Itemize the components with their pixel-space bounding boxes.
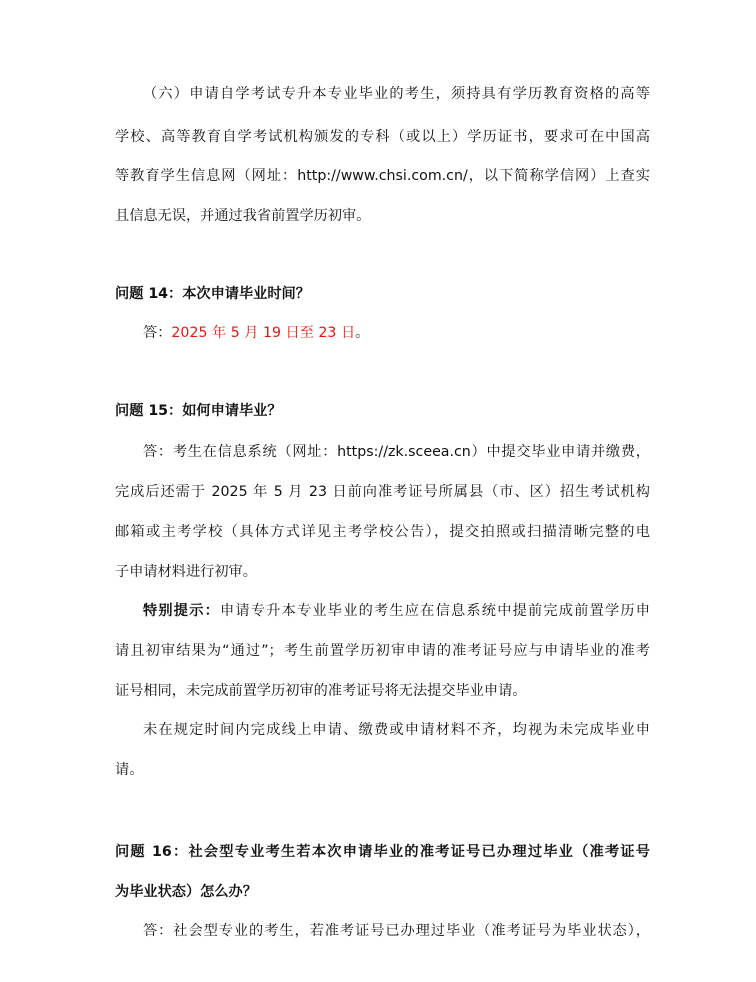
paragraph-6-line-4: 且信息无误，并通过我省前置学历初审。: [115, 208, 371, 224]
question-14-heading: 问题 14：本次申请毕业时间？: [115, 286, 310, 302]
question-16-heading-line-1: 问题 16：社会型专业考生若本次申请毕业的准考证号已办理过毕业（准考证号: [115, 844, 650, 860]
special-note-line-2: 请且初审结果为“通过”；考生前置学历初审申请的准考证号应与申请毕业的准考: [115, 643, 650, 659]
warning-line-2: 请。: [115, 762, 144, 778]
question-16-answer-line-1: 答：社会型专业的考生，若准考证号已办理过毕业（准考证号为毕业状态），: [143, 923, 650, 939]
warning-line-1: 未在规定时间内完成线上申请、缴费或申请材料不齐，均视为未完成毕业申: [143, 722, 650, 738]
question-15-answer-line-4: 子申请材料进行初审。: [115, 564, 257, 580]
answer-prefix: 答：: [143, 325, 172, 341]
special-note-label: 特别提示：: [143, 603, 220, 619]
special-note-text: 申请专升本专业毕业的考生应在信息系统中提前完成前置学历申: [220, 603, 650, 619]
question-15-heading: 问题 15：如何申请毕业？: [115, 403, 282, 419]
question-16-heading-line-2: 为毕业状态）怎么办？: [115, 884, 257, 900]
paragraph-6-line-2: 学校、高等教育自学考试机构颁发的专科（或以上）学历证书，要求可在中国高: [115, 129, 650, 145]
paragraph-6-line-3: 等教育学生信息网（网址：http://www.chsi.com.cn/，以下简称学信网）上查实: [115, 168, 650, 184]
question-15-answer-line-1: 答：考生在信息系统（网址：https://zk.sceea.cn）中提交毕业申请并缴费，: [143, 444, 650, 460]
paragraph-6-line-1: （六）申请自学考试专升本专业毕业的考生，须持具有学历教育资格的高等: [143, 86, 650, 102]
question-15-answer-line-2: 完成后还需于 2025 年 5 月 23 日前向准考证号所属县（市、区）招生考试机构: [115, 484, 650, 500]
special-note-line-3: 证号相同，未完成前置学历初审的准考证号将无法提交毕业申请。: [115, 683, 527, 699]
question-15-answer-line-3: 邮箱或主考学校（具体方式详见主考学校公告），提交拍照或扫描清晰完整的电: [115, 524, 650, 540]
special-note-line-1: [143, 601, 650, 621]
question-14-answer: [143, 323, 650, 343]
application-date-range: 2025 年 5 月 19 日至 23 日: [171, 325, 356, 341]
answer-suffix: 。: [355, 325, 370, 341]
